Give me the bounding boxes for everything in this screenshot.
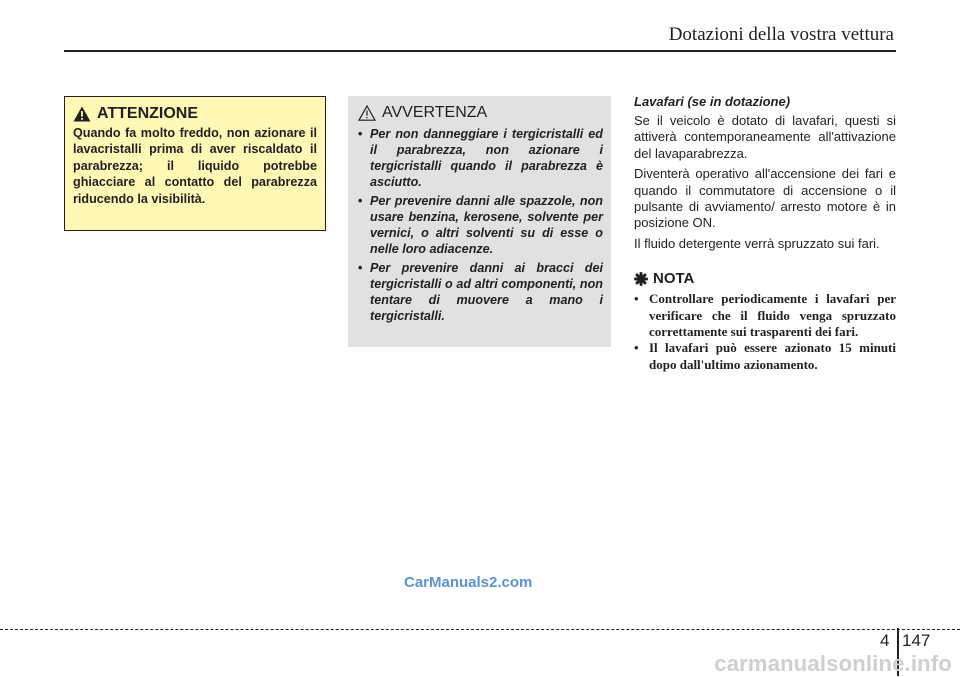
attenzione-box [64, 96, 326, 231]
nota-title: NOTA [653, 270, 695, 288]
footer-dashed-rule [0, 629, 960, 630]
avvertenza-title-row [358, 104, 603, 122]
page-number: 147 [902, 631, 931, 650]
lavafari-paragraph: Se il veicolo è dotato di lavafari, questi si attiverà contemporaneamente all'attivazione del lavaparabrezza. [634, 113, 896, 161]
nota-list [634, 291, 896, 373]
footer-site-link[interactable]: carmanualsonline.info [714, 651, 952, 676]
avvertenza-list [358, 126, 603, 324]
lavafari-column [634, 94, 896, 373]
lavafari-paragraph: Diventerà operativo all'accensione dei fari e quando il commutatore di accensione o il pulsante di avviamento/ arresto motore è in posizione ON. [634, 166, 896, 231]
lavafari-paragraph: Il fluido detergente verrà spruzzato sui fari. [634, 235, 880, 251]
page-header-title: Dotazioni della vostra vettura [668, 24, 894, 45]
avvertenza-box [348, 96, 611, 347]
header-rule [64, 50, 896, 52]
attenzione-body: Quando fa molto freddo, non azionare il lavacristalli prima di aver riscaldato il parabrezza; il liquido potrebbe ghiacciare al contatto del parabrezza riducendo la visibilità. [73, 126, 317, 206]
nota-item: • Controllare periodicamente i lavafari per verificare che il fluido venga spruzzato correttamente sui trasparenti dei fari. [634, 291, 896, 340]
avvertenza-item: • Per prevenire danni alle spazzole, non usare benzina, kerosene, solvente per vernici, o altri solventi su di esse o nelle loro adiacenze. [358, 193, 603, 257]
attenzione-title: ATTENZIONE [97, 105, 199, 122]
watermark-link[interactable]: CarManuals2.com [404, 574, 533, 591]
avvertenza-item: • Per prevenire danni ai bracci dei tergicristalli o ad altri componenti, non tentare di muovere a mano i tergicristalli. [358, 260, 603, 324]
warning-triangle-outline-icon [358, 105, 376, 121]
chapter-number: 4 [880, 631, 890, 650]
nota-title-row [634, 270, 896, 287]
avvertenza-item: • Per non danneggiare i tergicristalli ed il parabrezza, non azionare i tergicristalli quando il parabrezza è asciutto. [358, 126, 603, 190]
lavafari-section-title: Lavafari (se in dotazione) [634, 94, 791, 109]
warning-triangle-filled-icon [73, 106, 91, 122]
attenzione-title-row [73, 105, 317, 123]
nota-item: • Il lavafari può essere azionato 15 minuti dopo dall'ultimo azionamento. [634, 340, 896, 373]
asterisk-icon [634, 272, 648, 286]
avvertenza-title: AVVERTENZA [382, 104, 488, 121]
